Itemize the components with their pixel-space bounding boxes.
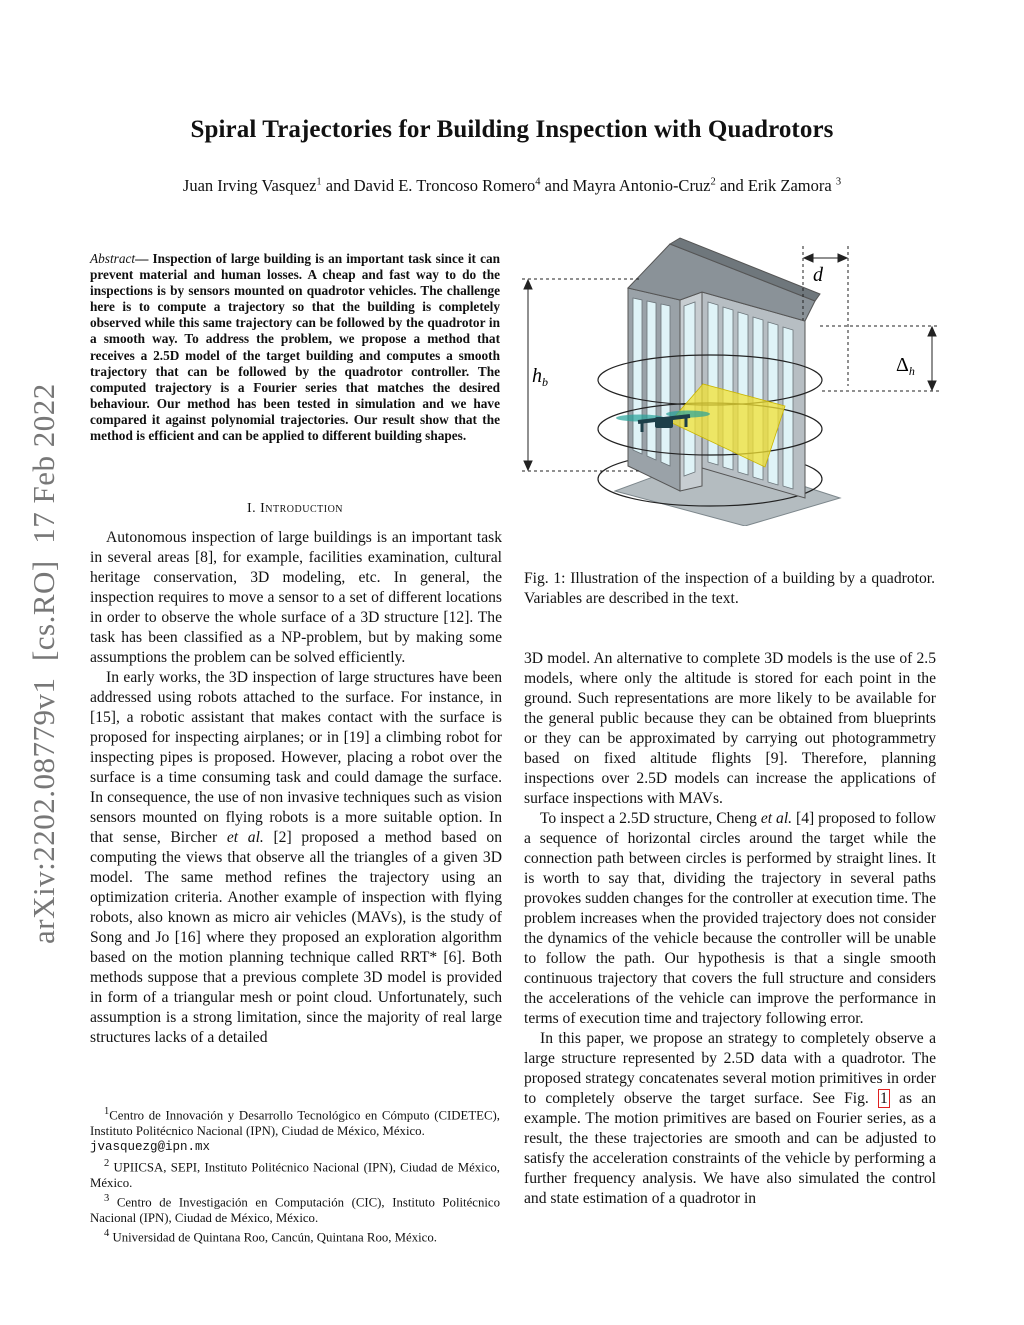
author-name: Mayra Antonio-Cruz: [572, 176, 711, 195]
author-separator: and: [321, 176, 354, 195]
italic-run: et al.: [226, 829, 264, 846]
email-link[interactable]: jvasquezg@ipn.mx: [90, 1140, 211, 1155]
text-run: In this paper, we propose an strategy to completely observe a large structure represented by 2.5D data with a quadrotor. The proposed strategy concatenates several motion primitives in order to completely observe the target surface. See Fig.: [524, 1030, 936, 1107]
footnote-text: UPIICSA, SEPI, Instituto Politécnico Nacional (IPN), Ciudad de México, México.: [90, 1160, 500, 1190]
author-separator: and: [715, 176, 748, 195]
paragraph: 3D model. An alternative to complete 3D models is the use of 2.5 models, where only the altitude is stored for each point in the ground. Such representations are more likely to be available for the general public because they can be obtained from blueprints or they can be approximated by carrying out photogrammetry based on fixed altitude flights [9]. Therefore, planning inspections over 2.5D models can increase the applications of surface inspections with MAVs.: [524, 650, 936, 807]
label-d: d: [813, 264, 823, 286]
figure-building-inspection: [520, 236, 940, 526]
footnotes: [90, 1104, 500, 1246]
author-name: Erik Zamora: [747, 176, 832, 195]
footnote-mark: 4: [104, 1228, 110, 1240]
abstract-label: Abstract: [90, 251, 136, 266]
footnote-mark: 2: [104, 1157, 110, 1169]
footnote-2: [90, 1156, 500, 1191]
label-hb: $h_b$: [532, 365, 548, 389]
abstract-dash: —: [135, 251, 149, 266]
label-delta-h: $\Delta_h$: [896, 354, 915, 378]
abstract: [90, 251, 500, 444]
spacing-dimension: [820, 326, 940, 391]
author-separator: and: [540, 176, 573, 195]
footnote-text: Universidad de Quintana Roo, Cancún, Quintana Roo, México.: [112, 1230, 437, 1245]
text-run: as an example. The motion primitives are based on Fourier series, as a result, the these trajectories are smooth and can be adjusted to satisfy the acceleration constraints of the vehicle by performing a further frequency analysis. We have also simulated the control and state estimation of a quadrotor in: [524, 1090, 936, 1207]
paragraph: [524, 809, 936, 1029]
author-name: David E. Troncoso Romero: [353, 176, 536, 195]
paragraph: [90, 668, 502, 1048]
paragraph: Autonomous inspection of large buildings is an important task in several areas [8], for example, facilities examination, cultural heritage conservation, 3D modeling, etc. In general, the inspection requires to move a sensor to a set of different locations in order to observe the whole surface of a 3D structure [12]. The task has been classified as a NP-problem, but by making some assumptions the problem can be solved efficiently.: [90, 529, 502, 666]
paragraph: [524, 1029, 936, 1209]
left-column-body: [90, 528, 502, 1048]
figure-reference-link[interactable]: 1: [880, 1090, 888, 1107]
text-run: [2] proposed a method based on computing the views that observe all the triangles of a given 3D model. The same method refines the trajectory using an optimization criteria. Another example of inspection with flying robots, also known as micro air vehicles (MAVs), is the study of Song and Jo [16] where they proposed an exploration algorithm based on the motion planning technique called RRT* [6]. Both methods suppose that a previous complete 3D model is provided in form of a triangular mesh or point cloud. Unfortunately, such assumption is a strong limitation, since the majority of real large structures lacks of a detailed: [90, 829, 502, 1046]
arxiv-watermark: arXiv:2202.08779v1 [cs.RO] 17 Feb 2022: [26, 383, 61, 944]
italic-run: et al.: [760, 810, 793, 827]
footnote-1: [90, 1104, 500, 1156]
text-run: To inspect a 2.5D structure, Cheng: [540, 810, 761, 827]
footnote-4: [90, 1226, 500, 1246]
footnote-3: [90, 1191, 500, 1226]
paper-title: Spiral Trajectories for Building Inspection with Quadrotors: [190, 116, 834, 143]
section-heading-introduction: [90, 501, 500, 517]
footnote-text: Centro de Investigación en Computación (CIC), Instituto Politécnico Nacional (IPN), Ciudad de México, México.: [90, 1195, 500, 1225]
affiliation-mark: 1: [316, 176, 322, 188]
right-column-body: [524, 649, 936, 1209]
section-heading-text: I. Introduction: [246, 501, 344, 516]
footnote-mark: 1: [104, 1106, 110, 1117]
text-run: In early works, the 3D inspection of large structures have been addressed using robots attached to the surface. For instance, in [15], a robotic assistant that makes contact with the surface is proposed for inspecting airplanes; or in [19] a climbing robot for inspecting pipes is proposed. However, placing a robot over the surface is a time consuming task and could damage the surface. In consequence, the use of non invasive techniques such as vision sensors mounted on flying robots is a more suitable option. In that sense, Bircher: [90, 669, 502, 846]
text-run: [4] proposed to follow a sequence of horizontal circles around the target while the connection path between circles is performed by straight lines. It is worth to say that, dividing the trajectory in several paths provokes sudden changes for the controller at execution time. The problem increases when the provided trajectory does not consider the dynamics of the vehicle because the controller will be unable to follow the path. Our hypothesis is that a single smooth continuous trajectory that covers the full structure and considers the accelerations of the vehicle can improve the performance in terms of execution time and trajectory following error.: [524, 810, 936, 1027]
abstract-text: Inspection of large building is an important task since it can prevent material and human losses. A cheap and fast way to do the inspections is by sensors mounted on quadrotor vehicles. The challenge here is to compute a trajectory so that the building is completely observed while this same trajectory can be followed by the quadrotor in a smooth way. To address the problem, we propose a method that receives a 2.5D model of the target building and computes a smooth trajectory that can be followed by the quadrotor controller. The computed trajectory is a Fourier series that matches the desired behaviour. Our method has been tested in simulation and we have compared it against polynomial trajectories. Our result show that the method is efficient and can be applied to different building shapes.: [90, 251, 501, 444]
author-name: Juan Irving Vasquez: [182, 176, 317, 195]
affiliation-mark: 4: [535, 176, 541, 188]
author-list: [0, 176, 1024, 196]
affiliation-mark: 2: [710, 176, 716, 188]
footnote-text: Centro de Innovación y Desarrollo Tecnológico en Cómputo (CIDETEC), Instituto Politécnico Nacional (IPN), Ciudad de México, México.: [90, 1108, 500, 1138]
figure-caption: Fig. 1: Illustration of the inspection of a building by a quadrotor. Variables are described in the text.: [524, 570, 935, 607]
offset-dimension: [803, 246, 848, 386]
footnote-mark: 3: [104, 1193, 110, 1205]
affiliation-mark: 3: [835, 176, 842, 188]
